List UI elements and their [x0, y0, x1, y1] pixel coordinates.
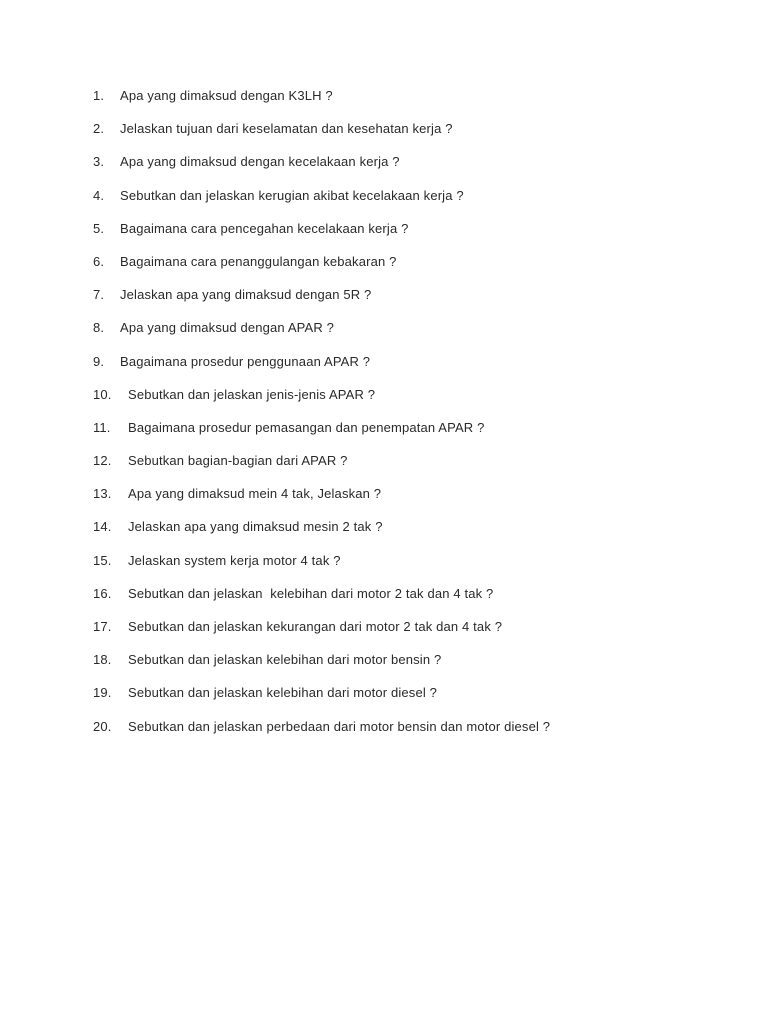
question-number: 15.: [93, 552, 112, 568]
question-item: [93, 352, 733, 385]
question-number: 8.: [93, 320, 105, 336]
question-text: Apa yang dimaksud dengan K3LH ?: [120, 88, 333, 103]
question-item: [93, 484, 733, 517]
question-text: Jelaskan apa yang dimaksud dengan 5R ?: [120, 287, 372, 303]
question-number: 4.: [93, 187, 105, 203]
question-text: Jelaskan tujuan dari keselamatan dan kesehatan kerja ?: [120, 121, 453, 137]
question-number: 1.: [93, 88, 105, 103]
question-number: 13.: [93, 486, 112, 502]
question-item: [93, 219, 733, 252]
question-text: Sebutkan dan jelaskan perbedaan dari motor bensin dan motor diesel ?: [128, 718, 551, 734]
question-number: 12.: [93, 453, 112, 469]
question-number: 6.: [93, 253, 105, 269]
question-text: Sebutkan dan jelaskan kelebihan dari motor 2 tak dan 4 tak ?: [128, 585, 494, 601]
question-number: 18.: [93, 652, 112, 668]
question-item: [93, 418, 733, 451]
question-item: [93, 683, 733, 716]
question-list: [93, 86, 733, 750]
question-number: 14.: [93, 519, 112, 535]
question-number: 16.: [93, 585, 112, 601]
question-item: [93, 584, 733, 617]
question-item: [93, 86, 733, 119]
question-text: Sebutkan dan jelaskan jenis-jenis APAR ?: [128, 386, 376, 402]
question-item: [93, 451, 733, 484]
question-text: Apa yang dimaksud dengan kecelakaan kerja ?: [120, 154, 400, 170]
question-text: Bagaimana prosedur penggunaan APAR ?: [120, 353, 371, 369]
question-text: Jelaskan apa yang dimaksud mesin 2 tak ?: [128, 519, 383, 535]
question-item: [93, 650, 733, 683]
question-number: 19.: [93, 685, 112, 701]
question-number: 17.: [93, 619, 112, 634]
question-item: [93, 551, 733, 584]
question-item: [93, 285, 733, 318]
question-item: [93, 318, 733, 351]
question-text: Sebutkan bagian-bagian dari APAR ?: [128, 453, 348, 469]
question-item: [93, 152, 733, 185]
question-text: Apa yang dimaksud mein 4 tak, Jelaskan ?: [128, 486, 382, 502]
question-item: [93, 385, 733, 418]
question-text: Jelaskan system kerja motor 4 tak ?: [128, 552, 341, 568]
question-number: 7.: [93, 287, 105, 303]
question-text: Sebutkan dan jelaskan kelebihan dari motor bensin ?: [128, 652, 442, 668]
question-item: [93, 617, 733, 650]
question-number: 11.: [93, 419, 111, 435]
question-item: [93, 517, 733, 550]
question-number: 20.: [93, 718, 112, 734]
question-number: 5.: [93, 220, 105, 236]
question-item: [93, 717, 733, 750]
question-text: Apa yang dimaksud dengan APAR ?: [120, 320, 334, 336]
question-text: Bagaimana cara penanggulangan kebakaran ?: [120, 253, 397, 269]
question-text: Bagaimana prosedur pemasangan dan penempatan APAR ?: [128, 419, 485, 435]
question-item: [93, 119, 733, 152]
question-text: Sebutkan dan jelaskan kelebihan dari motor diesel ?: [128, 685, 438, 701]
question-text: Bagaimana cara pencegahan kecelakaan kerja ?: [120, 220, 409, 236]
question-number: 2.: [93, 121, 105, 137]
question-item: [93, 252, 733, 285]
question-text: Sebutkan dan jelaskan kerugian akibat kecelakaan kerja ?: [120, 187, 464, 203]
question-text: Sebutkan dan jelaskan kekurangan dari motor 2 tak dan 4 tak ?: [128, 619, 503, 634]
question-number: 9.: [93, 353, 105, 369]
question-number: 3.: [93, 154, 105, 170]
question-number: 10.: [93, 386, 112, 402]
question-item: [93, 186, 733, 219]
